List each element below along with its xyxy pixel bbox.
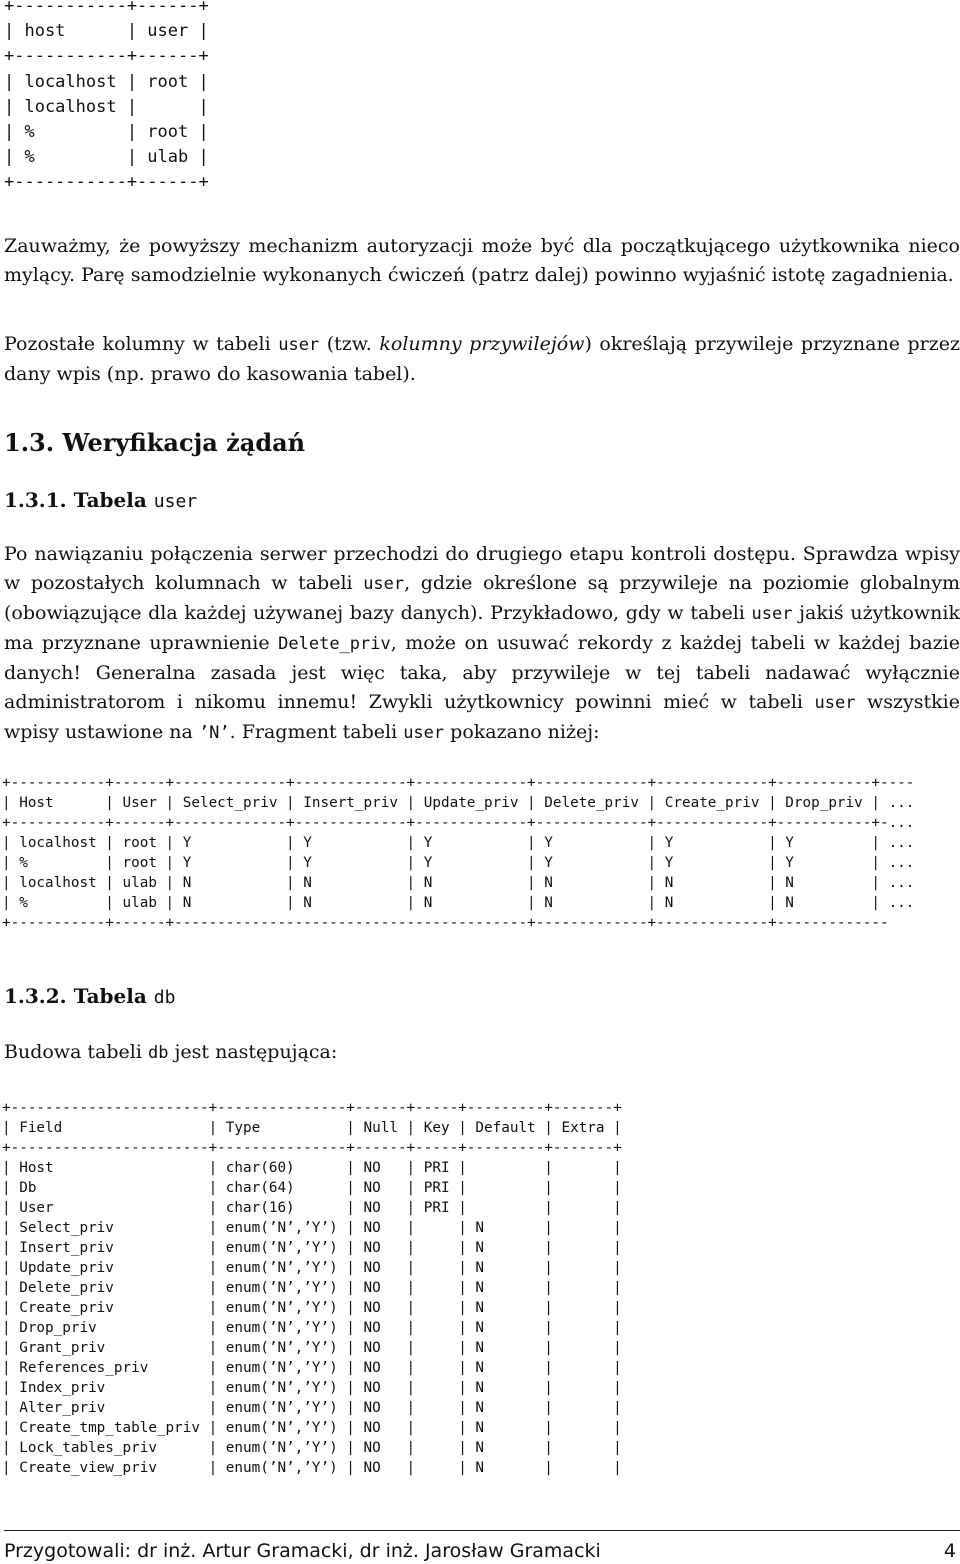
section-heading: 1.3. Weryfikacja żądań (4, 428, 306, 457)
paragraph-authorization-note: Zauważmy, że powyższy mechanizm autoryzacji może być dla początkującego użytkownika nieco mylący. Parę samodzielnie wykonanych ćwiczeń (patrz dalej) powinno wyjaśnić istotę zagadnienia. (4, 235, 960, 286)
paragraph-privilege-columns: Pozostałe kolumny w tabeli user (tzw. kolumny przywilejów) określają przywileje przyznane przez dany wpis (np. prawo do kasowania tabel). (4, 333, 960, 385)
paragraph-user-table-description: Po nawiązaniu połączenia serwer przechodzi do drugiego etapu kontroli dostępu. Sprawdza wpisy w pozostałych kolumnach w tabeli user, gdzie określone są przywileje na poziomie globalnym (obowiązujące dla każdej używanej bazy danych). Przykładowo, gdy w tabeli user jakiś użytkownik ma przyznane uprawnienie Delete_priv, może on usuwać rekordy z każdej tabeli w każdej bazie danych! Generalna zasada jest więc taka, aby przywileje w tej tabeli nadawać wyłącznie administratorom i nikomu innemu! Zwykli użytkownicy powinni mieć w tabeli user wszystkie wpisy ustawione na ’N’. Fragment tabeli user pokazano niżej: (4, 543, 960, 743)
subsection-heading-user-table: 1.3.1. Tabela user (4, 488, 198, 512)
footer-authors: Przygotowali: dr inż. Artur Gramacki, dr inż. Jarosław Gramacki (4, 1540, 601, 1562)
user-privileges-table: +-----------+------+-------------+-------------+-------------+-------------+-------------+-----------+---- | Host | User | Select_priv | Insert_priv | Update_priv | Delete_priv | Create_priv | Drop_priv | ... +-----------+------+-------------+-------------+-------------+-------------+-------------+-----------+-... | localhost | root | Y | Y | Y | Y | Y | Y | ... | % | root | Y | Y | Y | Y | Y | Y | ... | localhost | ulab | N | N | N | N | N | N | ... | % | ulab | N | N | N | N | N | N | ... +-----------+------+-----------------------------------------+-------------+-------------+------------- (2, 775, 915, 931)
subsection-heading-db-table: 1.3.2. Tabela db (4, 984, 176, 1008)
footer-rule (4, 1530, 960, 1531)
db-structure-table: +-----------------------+---------------+------+-----+---------+-------+ | Field | Type | Null | Key | Default | Extra | +-----------------------+---------------+------+-----+---------+-------+ | Host | char(60) | NO | PRI | | | | Db | char(64) | NO | PRI | | | | User | char(16) | NO | PRI | | | | Select_priv | enum(’N’,’Y’) | NO | | N | | | Insert_priv | enum(’N’,’Y’) | NO | | N | | | Update_priv | enum(’N’,’Y’) | NO | | N | | | Delete_priv | enum(’N’,’Y’) | NO | | N | | | Create_priv | enum(’N’,’Y’) | NO | | N | | | Drop_priv | enum(’N’,’Y’) | NO | | N | | | Grant_priv | enum(’N’,’Y’) | NO | | N | | | References_priv | enum(’N’,’Y’) | NO | | N | | | Index_priv | enum(’N’,’Y’) | NO | | N | | | Alter_priv | enum(’N’,’Y’) | NO | | N | | | Create_tmp_table_priv | enum(’N’,’Y’) | NO | | N | | | Lock_tables_priv | enum(’N’,’Y’) | NO | | N | | | Create_view_priv | enum(’N’,’Y’) | NO | | N | | (2, 1100, 622, 1476)
host-user-table: +-----------+------+ | host | user | +-----------+------+ | localhost | root | | localhost | | | % | root | | % | ulab | +-----------+------+ (4, 0, 209, 193)
page-number: 4 (943, 1540, 956, 1562)
paragraph-db-structure: Budowa tabeli db jest następująca: (4, 1041, 338, 1063)
